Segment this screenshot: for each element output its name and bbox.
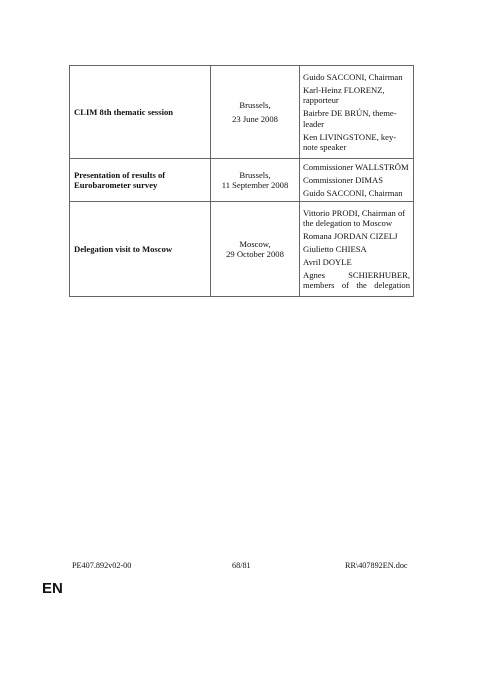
event-participants — [300, 202, 414, 297]
participant: Commissioner WALLSTRÖM — [303, 161, 409, 172]
event-date: 23 June 2008 — [232, 114, 278, 124]
event-place-date — [211, 66, 300, 159]
table-row — [70, 159, 414, 202]
events-table — [69, 65, 414, 297]
participant: Karl-Heinz FLORENZ, rapporteur — [303, 85, 385, 106]
participant: Romana JORDAN CIZELJ — [303, 230, 398, 241]
participant: Guido SACCONI, Chairman — [303, 72, 403, 82]
footer-page-number: 68/81 — [232, 561, 251, 570]
event-name: Presentation of results of Eurobarometer survey — [70, 159, 211, 202]
participant: Commissioner DIMAS — [303, 174, 383, 185]
participant: Giulietto CHIESA — [303, 243, 367, 254]
event-place-date — [211, 159, 300, 202]
event-name: CLIM 8th thematic session — [70, 66, 211, 159]
participant: Bairbre DE BRÚN, theme-leader — [303, 108, 397, 129]
participant: Guido SACCONI, Chairman — [303, 188, 403, 199]
event-participants — [300, 159, 414, 202]
participant: Avril DOYLE — [303, 257, 352, 268]
event-participants — [300, 66, 414, 159]
footer-file-name: RR\407892EN.doc — [345, 561, 408, 570]
participant: Agnes SCHIERHUBER, members of the delegation — [303, 270, 410, 291]
participant: Vittorio PRODI, Chairman of the delegation to Moscow — [303, 207, 406, 228]
table-row — [70, 202, 414, 297]
participant: Ken LIVINGSTONE, key-note speaker — [303, 131, 397, 152]
table-row — [70, 66, 414, 159]
event-date: 29 October 2008 — [226, 249, 284, 259]
event-name: Delegation visit to Moscow — [70, 202, 211, 297]
footer-doc-ref: PE407.892v02-00 — [72, 561, 132, 570]
event-place-date — [211, 202, 300, 297]
event-place: Brussels, — [239, 169, 271, 180]
event-place: Moscow, — [239, 238, 271, 249]
language-code: EN — [42, 580, 63, 597]
event-date: 11 September 2008 — [221, 180, 289, 190]
event-place: Brussels, — [239, 99, 271, 110]
